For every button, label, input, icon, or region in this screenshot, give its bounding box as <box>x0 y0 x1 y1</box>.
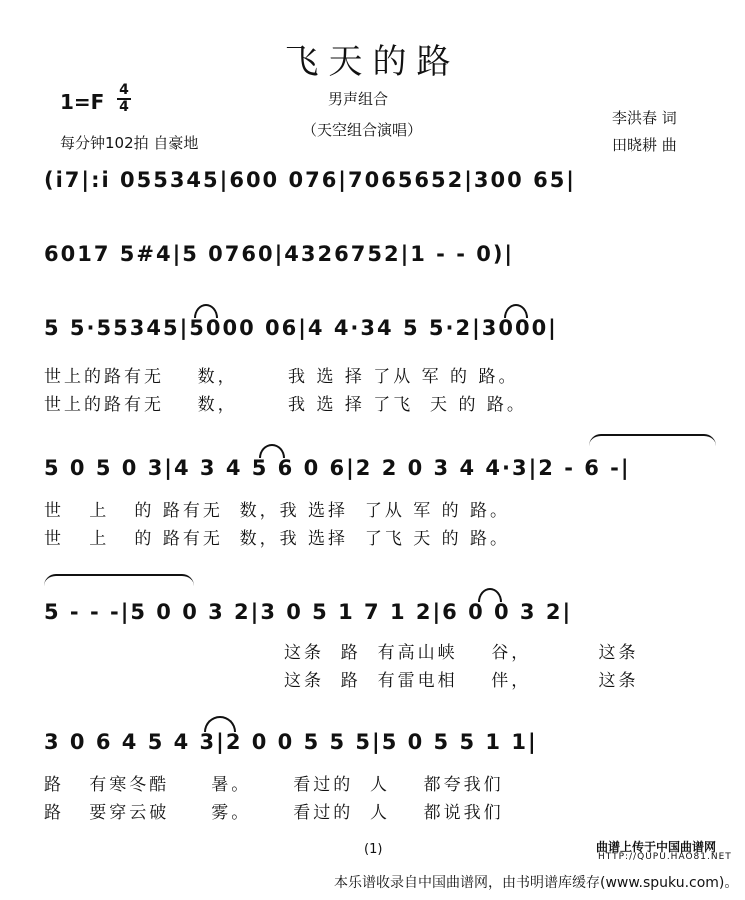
composer: 田晓耕 曲 <box>612 136 677 154</box>
time-bottom: 4 <box>117 98 131 115</box>
slur-mark <box>204 716 236 732</box>
slur-mark <box>194 304 218 318</box>
score-system-5 <box>44 594 716 704</box>
score-system-1 <box>44 162 716 212</box>
time-top: 4 <box>119 82 129 98</box>
lyric-line-2: 世 上 的 路有无 数，我 选择 了飞 天 的 路。 <box>44 529 511 549</box>
lyric-line-2: 世上的路有无 数， 我 选 择 了飞 天 的 路。 <box>44 395 527 415</box>
tie-mark <box>589 434 716 446</box>
time-signature <box>117 83 131 115</box>
notes-line: 5 - - -|5 0 0 3 2|3 0 5 1 7 1 2|6 0 0 3 2| <box>44 600 573 624</box>
lyric-line-1: 路 有寒冬酷 暑。 看过的 人 都夸我们 <box>44 775 504 795</box>
page-number: (1) <box>364 842 383 857</box>
song-title: 飞天的路 <box>284 42 461 82</box>
notes-line: 3 0 6 4 5 4 3|2 0 0 5 5 5|5 0 5 5 1 1| <box>44 730 538 754</box>
notes-line: 6017 5#4|5 0760|4326752|1 - - 0)| <box>44 242 515 266</box>
tempo-marking: 每分钟102拍 自豪地 <box>60 134 199 152</box>
score-system-6 <box>44 724 716 834</box>
lyric-line-1: 这条 路 有高山峡 谷， 这条 <box>284 643 639 663</box>
notes-line: 5 5·55345|5000 06|4 4·34 5 5·2|3000| <box>44 316 558 340</box>
lyricist: 李洪春 词 <box>612 109 677 127</box>
slur-mark <box>478 588 502 602</box>
performers: （天空组合演唱） <box>302 121 423 139</box>
subtitle: 男声组合 <box>328 90 389 108</box>
site-watermark: 曲谱上传于中国曲谱网 <box>596 840 717 854</box>
lyric-line-1: 世上的路有无 数， 我 选 择 了从 军 的 路。 <box>44 367 519 387</box>
key-signature: 1=F <box>60 90 105 114</box>
source-note: 本乐谱收录自中国曲谱网，由书明谱库缓存(www.spuku.com)。 <box>334 875 739 891</box>
notes-line: (i7|:i 055345|600 076|7065652|300 65| <box>44 168 576 192</box>
lyric-line-1: 世 上 的 路有无 数，我 选择 了从 军 的 路。 <box>44 501 511 521</box>
notes-line: 5 0 5 0 3|4 3 4 5 6 0 6|2 2 0 3 4 4·3|2 - 6 -| <box>44 456 631 480</box>
score-system-4 <box>44 450 716 560</box>
tie-mark <box>44 574 194 586</box>
slur-mark <box>259 444 285 458</box>
score-system-3 <box>44 310 716 420</box>
lyric-line-2: 这条 路 有雷电相 伴， 这条 <box>284 671 639 691</box>
score-system-2 <box>44 236 716 286</box>
slur-mark <box>504 304 528 318</box>
site-url: HTTP://QUPU.HAO81.NET <box>598 852 732 862</box>
lyric-line-2: 路 要穿云破 雾。 看过的 人 都说我们 <box>44 803 504 823</box>
